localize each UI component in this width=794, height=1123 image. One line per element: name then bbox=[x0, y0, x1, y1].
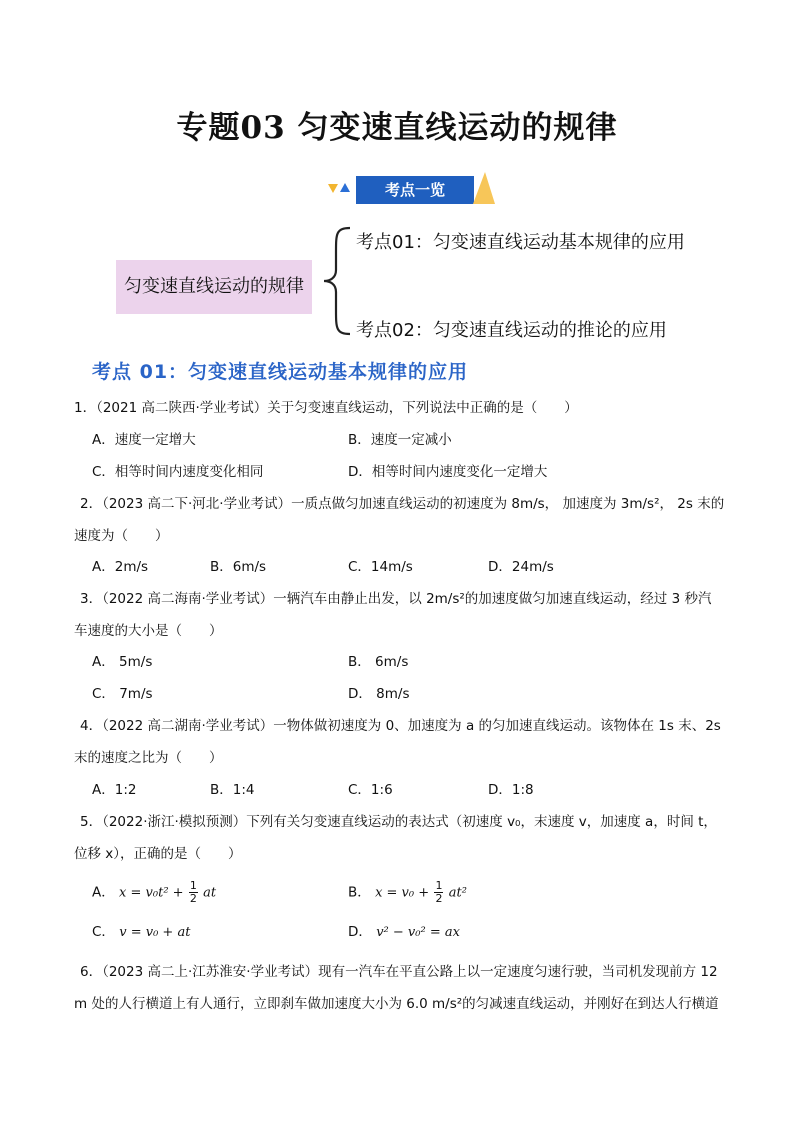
option-letter: A． bbox=[92, 884, 115, 901]
question-3-option-d: D． 8m/s bbox=[348, 686, 410, 702]
question-1-option-a: A．速度一定增大 bbox=[92, 432, 196, 448]
fraction-one-half: $\frac{1}{2}$ bbox=[435, 879, 443, 905]
formula-b-right: at² bbox=[448, 885, 467, 901]
question-2-option-a: A．2m/s bbox=[92, 559, 149, 575]
question-3-stem: 3．（2022 高二海南·学业考试）一辆汽车由静止出发，以 2m/s²的加速度做匀加速直线运动，经过 3 秒汽 bbox=[80, 591, 712, 607]
question-5-option-d bbox=[348, 922, 460, 943]
question-6-stem-cont: m 处的人行横道上有人通行，立即刹车做加速度大小为 6.0 m/s²的匀减速直线运动，并刚好在到达人行横道 bbox=[74, 996, 719, 1012]
question-5-option-b bbox=[348, 880, 467, 905]
question-5-option-a bbox=[92, 880, 216, 905]
banner-decoration bbox=[473, 172, 495, 204]
banner-label: 考点一览 bbox=[356, 176, 474, 204]
question-4-option-a: A．1:2 bbox=[92, 782, 137, 798]
question-4-option-c: C．1:6 bbox=[348, 782, 393, 798]
question-2-stem-cont: 速度为（ ） bbox=[74, 528, 169, 544]
section-heading: 考点 01：匀变速直线运动基本规律的应用 bbox=[92, 361, 469, 383]
question-3-option-b: B． 6m/s bbox=[348, 654, 409, 670]
question-1-option-b: B．速度一定减小 bbox=[348, 432, 452, 448]
question-4-option-b: B．1:4 bbox=[210, 782, 255, 798]
triangle-up-icon bbox=[340, 183, 350, 192]
formula-a-left: x = v₀t² + bbox=[119, 885, 184, 901]
formula-b-left: x = v₀ + bbox=[375, 885, 430, 901]
question-3-option-a: A． 5m/s bbox=[92, 654, 153, 670]
question-3-stem-cont: 车速度的大小是（ ） bbox=[74, 623, 223, 639]
question-2-stem: 2．（2023 高二下·河北·学业考试）一质点做匀加速直线运动的初速度为 8m/s， 加速度为 3m/s²， 2s 末的 bbox=[80, 496, 725, 512]
question-5-stem: 5．（2022·浙江·模拟预测）下列有关匀变速直线运动的表达式（初速度 v₀，末速度 v，加速度 a，时间 t， bbox=[80, 814, 717, 830]
mindmap-branch-2: 考点02：匀变速直线运动的推论的应用 bbox=[356, 320, 667, 341]
question-3-option-c: C． 7m/s bbox=[92, 686, 153, 702]
question-1-option-c: C．相等时间内速度变化相同 bbox=[92, 464, 264, 480]
question-2-option-b: B．6m/s bbox=[210, 559, 267, 575]
question-2-option-c: C．14m/s bbox=[348, 559, 413, 575]
question-2-option-d: D．24m/s bbox=[488, 559, 554, 575]
fraction-one-half: $\frac{1}{2}$ bbox=[189, 879, 197, 905]
formula-c: v = v₀ + at bbox=[119, 925, 191, 940]
question-6-stem: 6．（2023 高二上·江苏淮安·学业考试）现有一汽车在平直公路上以一定速度匀速行驶，当司机发现前方 12 bbox=[80, 964, 718, 980]
mindmap-root: 匀变速直线运动的规律 bbox=[116, 260, 312, 314]
formula-a-right: at bbox=[203, 885, 217, 901]
question-4-option-d: D．1:8 bbox=[488, 782, 534, 798]
question-1-option-d: D．相等时间内速度变化一定增大 bbox=[348, 464, 548, 480]
page-title: 专题03 匀变速直线运动的规律 bbox=[176, 110, 618, 146]
question-4-stem: 4．（2022 高二湖南·学业考试）一物体做初速度为 0、加速度为 a 的匀加速直线运动。该物体在 1s 末、2s bbox=[80, 718, 721, 734]
option-letter: B． bbox=[348, 884, 371, 901]
question-4-stem-cont: 末的速度之比为（ ） bbox=[74, 750, 223, 766]
mindmap-branch-1: 考点01：匀变速直线运动基本规律的应用 bbox=[356, 232, 685, 253]
question-5-option-c bbox=[92, 922, 190, 943]
question-5-stem-cont: 位移 x），正确的是（ ） bbox=[74, 846, 242, 862]
formula-d: v² − v₀² = ax bbox=[376, 925, 460, 940]
question-1-stem: 1．（2021 高二陕西·学业考试）关于匀变速直线运动，下列说法中正确的是（ ） bbox=[74, 400, 578, 416]
triangle-down-icon bbox=[328, 184, 338, 193]
brace-icon bbox=[314, 222, 360, 340]
option-letter: D． bbox=[348, 924, 372, 940]
option-letter: C． bbox=[92, 924, 115, 940]
section-banner bbox=[326, 172, 496, 206]
